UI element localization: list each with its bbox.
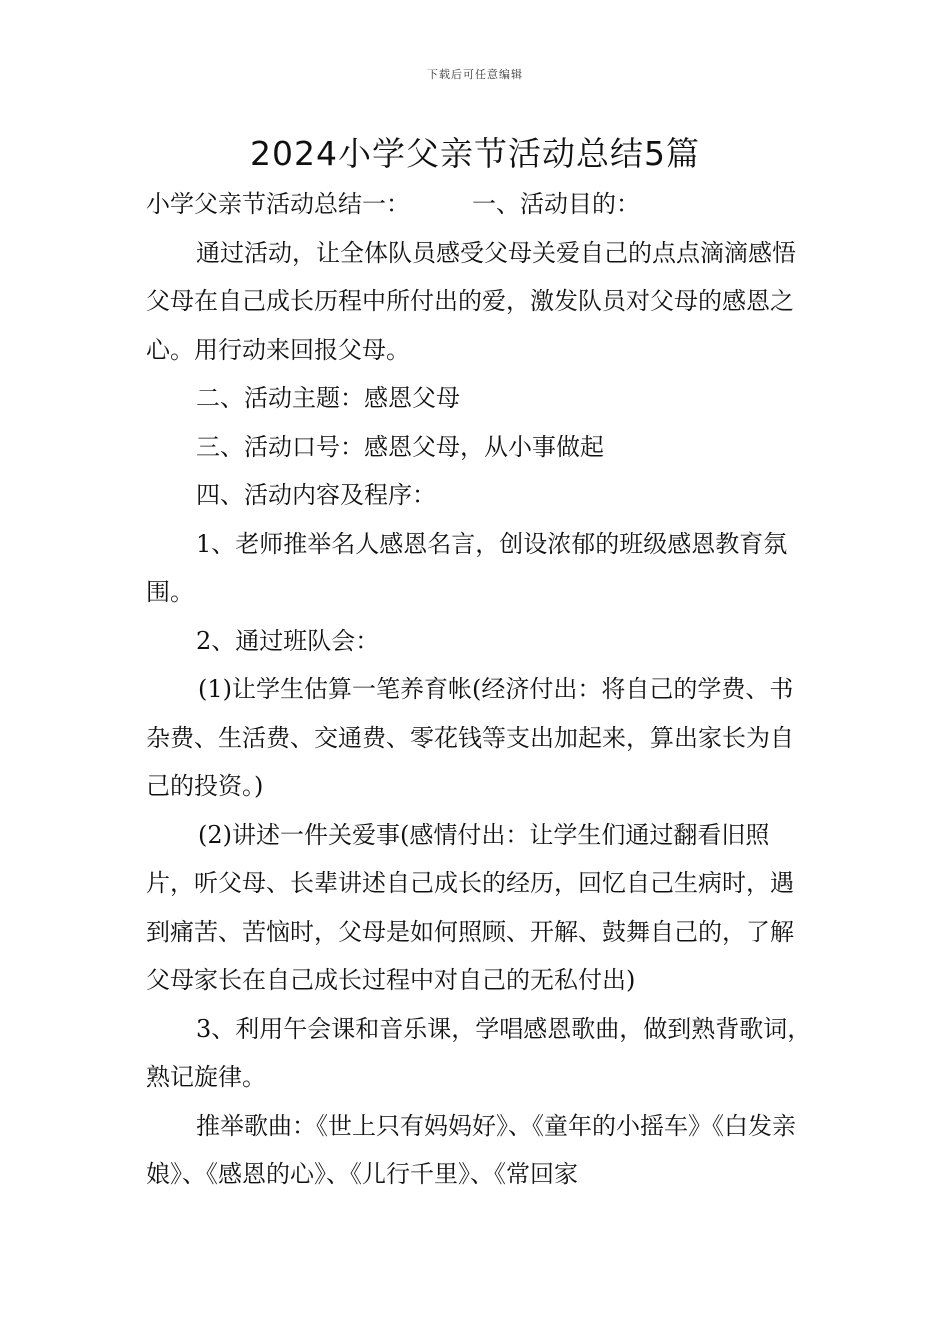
paragraph-slogan: 三、活动口号：感恩父母，从小事做起 xyxy=(196,432,604,461)
document-body xyxy=(146,180,816,1199)
document-title: 2024小学父亲节活动总结5篇 xyxy=(250,134,700,173)
paragraph-item-2: 2、通过班队会： xyxy=(196,626,380,655)
paragraph-item-1: 1、老师推举名人感恩名言，创设浓郁的班级感恩教育氛围。 xyxy=(146,529,788,606)
paragraph-subitem-1: (1)让学生估算一笔养育帐(经济付出：将自己的学费、书杂费、生活费、交通费、零花钱等支出加起来，算出家长为自己的投资。) xyxy=(146,675,794,800)
objective-heading: 一、活动目的： xyxy=(472,190,640,218)
paragraph-content-heading: 四、活动内容及程序： xyxy=(196,481,436,509)
paragraph-recommended-songs: 推举歌曲：《世上只有妈妈好》、《童年的小摇车》《白发亲娘》、《感恩的心》、《儿行千里》、《常回家 xyxy=(146,1111,796,1188)
section-heading-line xyxy=(146,180,816,229)
paragraph-theme: 二、活动主题：感恩父母 xyxy=(196,384,460,412)
paragraph-item-3: 3、利用午会课和音乐课，学唱感恩歌曲，做到熟背歌词，熟记旋律。 xyxy=(146,1014,812,1091)
section-heading: 小学父亲节活动总结一： xyxy=(146,190,410,218)
header-note: 下载后可任意编辑 xyxy=(427,68,523,81)
paragraph-subitem-2: (2)讲述一件关爱事(感情付出：让学生们通过翻看旧照片，听父母、长辈讲述自己成长的经历，回忆自己生病时，遇到痛苦、苦恼时，父母是如何照顾、开解、鼓舞自己的，了解父母家长在自己成长过程中对自己的无私付出) xyxy=(146,820,794,994)
paragraph-objective: 通过活动，让全体队员感受父母关爱自己的点点滴滴感悟父母在自己成长历程中所付出的爱，激发队员对父母的感恩之心。用行动来回报父母。 xyxy=(146,238,796,364)
